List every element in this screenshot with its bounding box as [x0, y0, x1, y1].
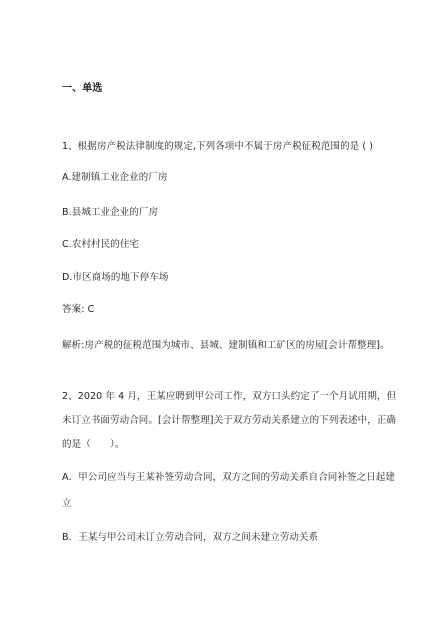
- question-2-option-a-line-2: 立: [62, 498, 72, 509]
- question-1-answer: 答案: C: [62, 304, 95, 315]
- question-1-option-a: A.建制镇工业企业的厂房: [62, 172, 168, 183]
- question-1-analysis: 解析:房产税的征税范围为城市、县城、建制镇和工矿区的房屋[会计帮整理]。: [62, 340, 390, 351]
- question-1-option-d: D.市区商场的地下停车场: [62, 272, 169, 283]
- question-2-option-b: B．王某与甲公司未订立劳动合同，双方之间未建立劳动关系: [62, 532, 319, 543]
- question-2-option-a-line-1: A．甲公司应当与王某补签劳动合同，双方之间的劳动关系自合同补签之日起建: [62, 472, 395, 483]
- question-1-option-b: B.县城工业企业的厂房: [62, 207, 159, 218]
- question-1-stem: 1、根据房产税法律制度的规定,下列各项中不属于房产税征税范围的是 ( ): [62, 141, 374, 152]
- question-2-stem-line-1: 2、2020 年 4 月，王某应聘到甲公司工作，双方口头约定了一个月试用期，但: [62, 391, 397, 402]
- question-2-stem-line-2: 未订立书面劳动合同。[会计帮整理]关于双方劳动关系建立的下列表述中，正确: [62, 415, 397, 426]
- question-2-stem-line-3: 的是（ ）。: [62, 439, 125, 450]
- section-heading: 一、单选: [62, 83, 103, 94]
- question-1-option-c: C.农村村民的住宅: [62, 239, 140, 250]
